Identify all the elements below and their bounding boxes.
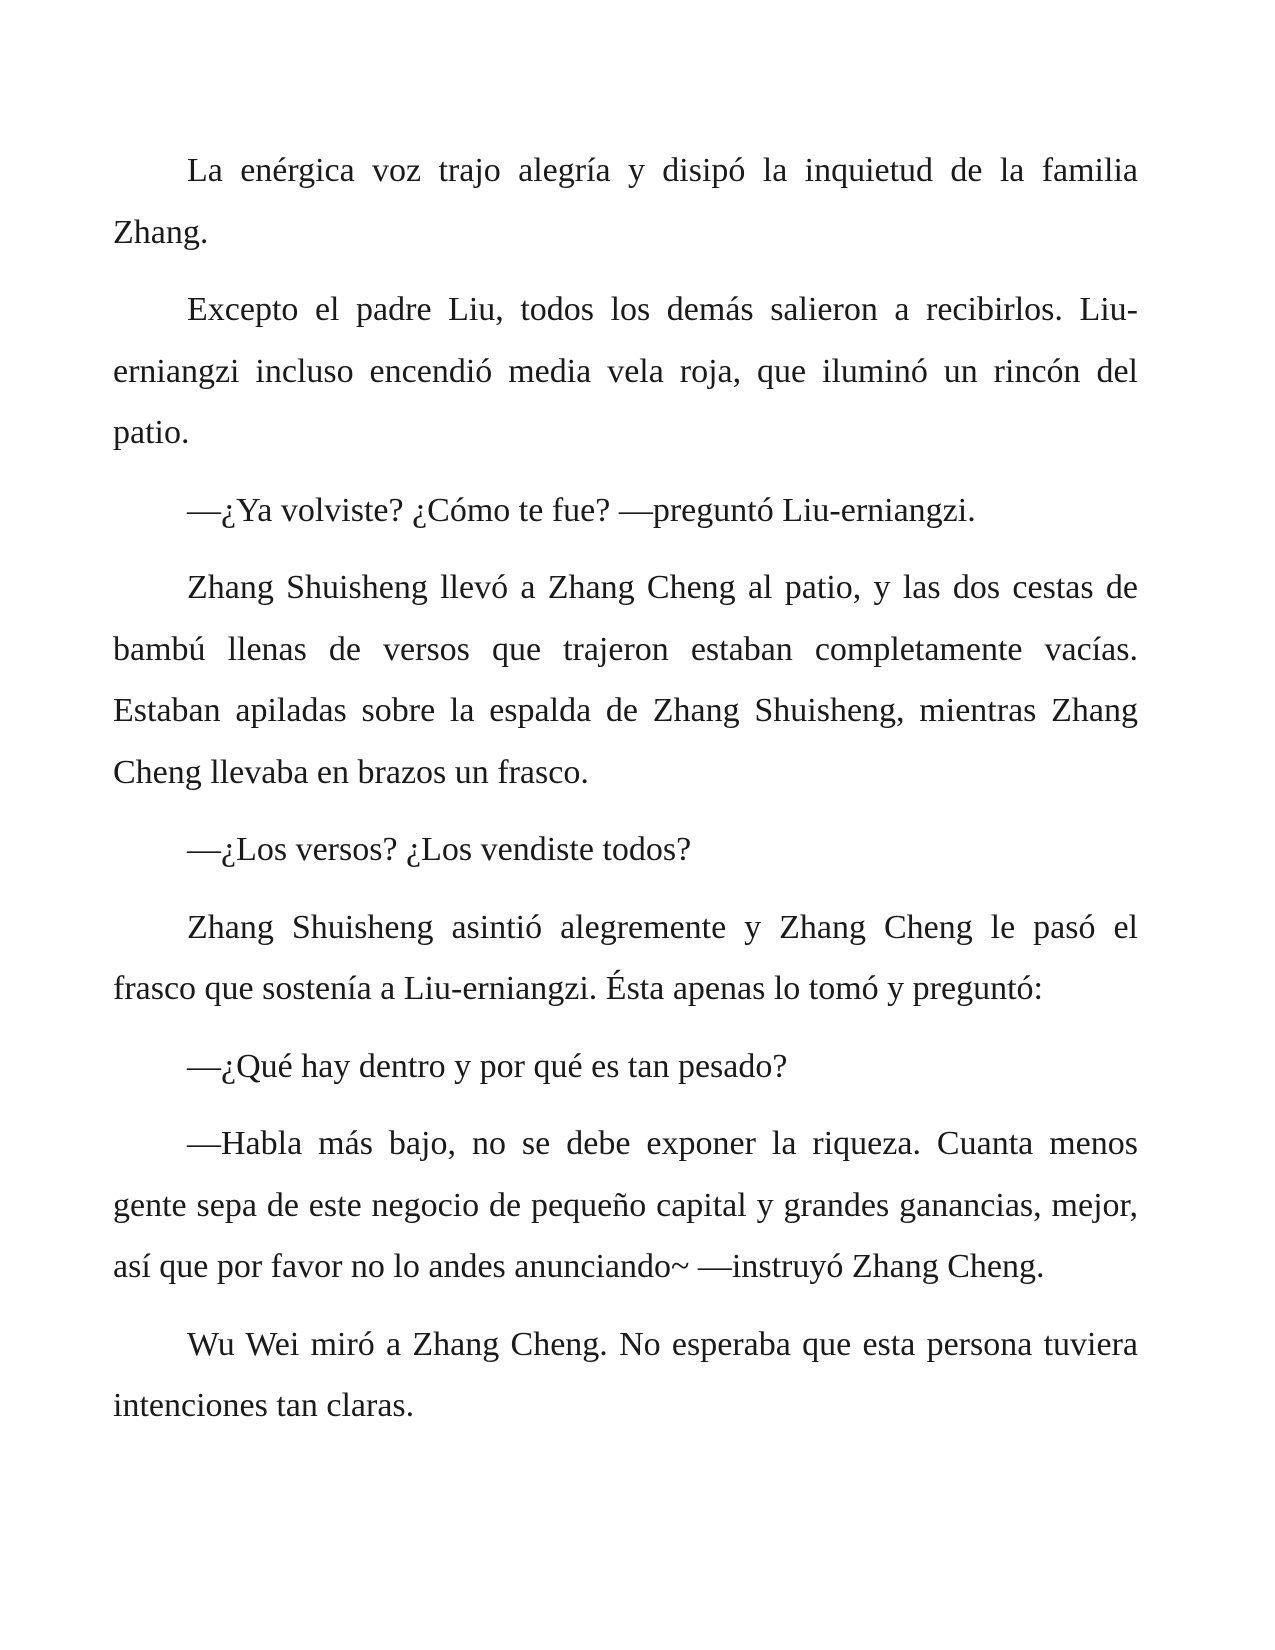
paragraph: Zhang Shuisheng asintió alegremente y Zhang Cheng le pasó el frasco que sostenía a Liu-erniangzi. Ésta apenas lo tomó y preguntó:	[113, 908, 1138, 1007]
paragraph: —¿Qué hay dentro y por qué es tan pesado?	[187, 1047, 788, 1085]
body-text	[113, 140, 1138, 1437]
paragraph: Wu Wei miró a Zhang Cheng. No esperaba que esta persona tuviera intenciones tan claras.	[113, 1325, 1138, 1424]
paragraph: —¿Los versos? ¿Los vendiste todos?	[187, 831, 692, 868]
paragraph: —Habla más bajo, no se debe exponer la riqueza. Cuanta menos gente sepa de este negocio de pequeño capital y grandes ganancias, mejor, así que por favor no lo andes anunciando~ —instruyó Zhang Cheng.	[113, 1125, 1138, 1285]
paragraph: La enérgica voz trajo alegría y disipó la inquietud de la familia Zhang.	[113, 152, 1138, 251]
paragraph: Zhang Shuisheng llevó a Zhang Cheng al patio, y las dos cestas de bambú llenas de versos que trajeron estaban completamente vacías. Estaban apiladas sobre la espalda de Zhang Shuisheng, mientras Zhang Cheng llevaba en brazos un frasco.	[113, 569, 1138, 791]
paragraph: Excepto el padre Liu, todos los demás salieron a recibirlos. Liu-erniangzi incluso encendió media vela roja, que iluminó un rincón del patio.	[113, 291, 1138, 451]
paragraph: —¿Ya volviste? ¿Cómo te fue? —preguntó Liu-erniangzi.	[187, 491, 976, 529]
